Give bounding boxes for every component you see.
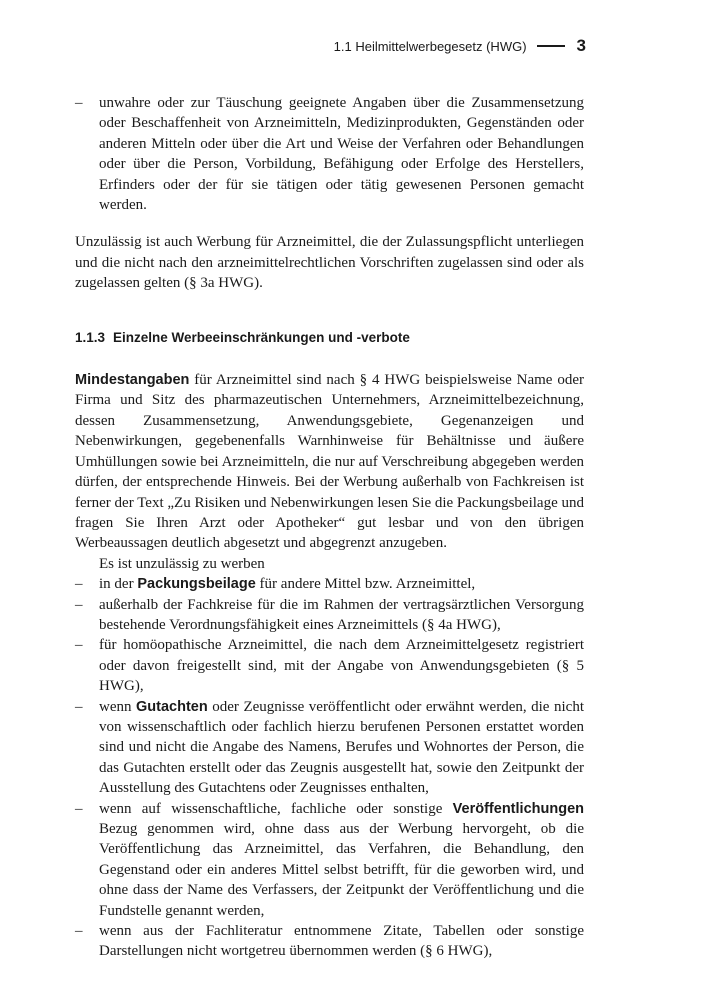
section-title: Einzelne Werbeeinschränkungen und -verbote xyxy=(113,329,410,345)
list-item xyxy=(75,635,584,696)
section-number: 1.1.3 xyxy=(75,329,106,345)
list-dash: – xyxy=(75,800,83,817)
paragraph-mindestangaben xyxy=(75,370,584,554)
page-number: 3 xyxy=(576,36,586,55)
section-heading xyxy=(75,328,584,348)
list-dash: – xyxy=(75,698,83,715)
prohibition-list xyxy=(75,574,584,962)
list-item-text: in der xyxy=(99,576,138,593)
list-item xyxy=(75,799,584,921)
page-body xyxy=(75,93,584,962)
list-item-text: für andere Mittel bzw. Arzneimittel, xyxy=(255,576,476,593)
bold-term: Veröffentlichungen xyxy=(452,800,584,817)
list-item-text: Bezug genommen wird, ohne dass aus der Werbung hervorgeht, ob die Veröffentlichung das Arzneimittel, das Verfahren, die Behandlung, den Gegenstand oder ein anderes Mittel selbst betrifft, für die geworben wird, und ohne dass der Name des Verfassers, der Zeitpunkt der Veröffentlichung und die Fundstelle genannt werden, xyxy=(99,821,584,919)
list-item xyxy=(75,697,584,799)
list-item-text: für homöopathische Arzneimittel, die nach dem Arzneimittelgesetz registriert oder davon freigestellt sind, mit der Angabe von Anwendungsgebieten (§ 5 HWG), xyxy=(99,637,584,695)
list-item-text: wenn xyxy=(99,698,137,715)
bold-term: Gutachten xyxy=(136,698,208,715)
list-item-text: wenn auf wissenschaftliche, fachliche oder sonstige xyxy=(99,800,453,817)
list-item-text: unwahre oder zur Täuschung geeignete Angaben über die Zusammensetzung oder Beschaffenheit von Arzneimitteln, Medizinprodukten, Gegenständen oder anderen Mitteln oder über die Art und Weise der Verfahren oder Behandlungen oder über die Person, Vorbildung, Befähigung oder Erfolge des Herstellers, Erfinders oder der für sie tätigen oder tätig gewesenen Personen gemacht werden. xyxy=(99,95,584,214)
list-dash: – xyxy=(75,637,83,654)
list-dash: – xyxy=(75,923,83,940)
list-dash: – xyxy=(75,596,83,613)
paragraph-text: für Arzneimittel sind nach § 4 HWG beispielsweise Name oder Firma und Sitz des pharmazeutischen Unternehmers, Arzneimittelbezeichnung, dessen Zusammensetzung, Anwendungsgebiete, Gegenanzeigen und Nebenwirkungen, gegebenenfalls Warnhinweise für Behältnisse und äußere Umhüllungen sowie bei Arzneimitteln, die nur auf Verschreibung abgegeben werden dürfen, der entsprechende Hinweis. Bei der Werbung außerhalb von Fachkreisen ist ferner der Text „Zu Risiken und Nebenwirkungen lesen Sie die Packungsbeilage und fragen Sie Ihren Arzt oder Apotheker“ gut lesbar und von den übrigen Werbeaussagen deutlich abgesetzt und abgegrenzt anzugeben. xyxy=(75,372,584,552)
header-rule xyxy=(537,45,565,47)
list-item-text: wenn aus der Fachliteratur entnommene Zitate, Tabellen oder sonstige Darstellungen nicht wortgetreu übernommen werden (§ 6 HWG), xyxy=(99,923,584,960)
list-item xyxy=(75,93,584,215)
list-item-text: oder Zeugnisse veröffentlicht oder erwähnt werden, die nicht von wissenschaftlich oder fachlich hierzu berufenen Personen erstattet worden sind und nicht die Angabe des Namens, Berufes und Wohnortes der Person, die das Gutachten erstellt oder das Zeugnis ausgestellt hat, sowie den Zeitpunkt der Ausstellung des Gutachtens oder Zeugnisses enthalten, xyxy=(99,698,584,797)
list-item-text: außerhalb der Fachkreise für die im Rahmen der vertragsärztlichen Versorgung bestehende Verordnungsfähigkeit eines Arzneimittels (§ 4a HWG), xyxy=(99,596,584,633)
header-section-title: 1.1 Heilmittelwerbegesetz (HWG) xyxy=(333,38,527,54)
bold-term: Packungsbeilage xyxy=(137,576,256,593)
list-dash: – xyxy=(75,95,83,111)
list-item xyxy=(75,921,584,962)
list-item xyxy=(75,574,584,594)
running-header xyxy=(334,36,586,56)
list-intro: Es ist unzulässig zu werben xyxy=(99,555,265,572)
list-item xyxy=(75,595,584,636)
paragraph-unzulaessig: Unzulässig ist auch Werbung für Arzneimittel, die der Zulassungspflicht unterliegen und die nicht nach den arzneimittelrechtlichen Vorschriften zugelassen sind oder als zugelassen gelten (§ 3a HWG). xyxy=(75,234,584,292)
bold-term: Mindestangaben xyxy=(75,372,190,389)
list-dash: – xyxy=(75,576,83,593)
